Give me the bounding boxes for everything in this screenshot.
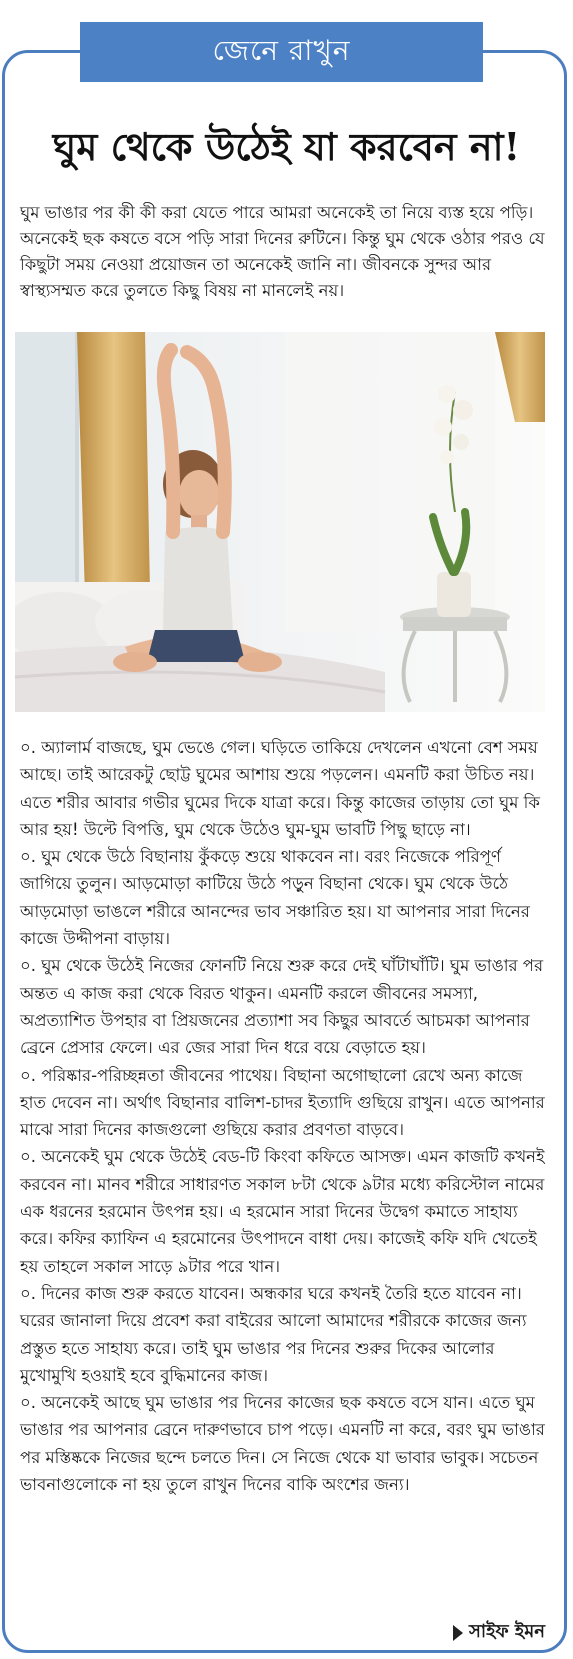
tip-paragraph: ০. ঘুম থেকে উঠে বিছানায় কুঁকড়ে শুয়ে থাকবেন না। বরং নিজেকে পরিপূর্ণ জাগিয়ে তুলুন। আড়মোড়া কাটিয়ে উঠে পড়ুন বিছানা থেকে। ঘুম থেকে উঠে আড়মোড়া ভাঙলে শরীরে আনন্দের ভাব সঞ্চারিত হয়। যা আপনার সারা দিনের কাজে উদ্দীপনা বাড়ায়।: [20, 847, 530, 949]
article-body: [20, 734, 550, 1498]
triangle-bullet-icon: [453, 1625, 463, 1641]
tip-paragraph: ০. ঘুম থেকে উঠেই নিজের ফোনটি নিয়ে শুরু করে দেই ঘাঁটাঘাঁটি। ঘুম ভাঙার পর অন্তত এ কাজ করা থেকে বিরত থাকুন। এমনটি করলে জীবনের সমস্যা, অপ্রত্যাশিত উপহার বা প্রিয়জনের প্রত্যাশা সব কিছুর আবর্তে আচমকা আপনার ব্রেনে প্রেসার ফেলে। এর জের সারা দিন ধরে বয়ে বেড়াতে হয়।: [20, 956, 544, 1058]
banner-label: জেনে রাখুন: [212, 33, 351, 67]
tip-paragraph: ০. অ্যালার্ম বাজছে, ঘুম ভেঙে গেল। ঘড়িতে তাকিয়ে দেখলেন এখনো বেশ সময় আছে। তাই আরেকটু ছোট্ট ঘুমের আশায় শুয়ে পড়লেন। এমনটি করা উচিত নয়। এতে শরীর আবার গভীর ঘুমের দিকে যাত্রা করে। কিন্তু কাজের তাড়ায় তো ঘুম কি আর হয়! উল্টে বিপত্তি, ঘুম থেকে উঠেও ঘুম-ঘুম ভাবটি পিছু ছাড়ে না।: [20, 738, 540, 839]
woman-stretching-image: [15, 332, 545, 712]
author-byline: [453, 1617, 545, 1648]
tip-paragraph: ০. দিনের কাজ শুরু করতে যাবেন। অন্ধকার ঘরে কখনই তৈরি হতে যাবেন না। ঘরের জানালা দিয়ে প্রবেশ করা বাইরের আলো আমাদের শরীরকে কাজের জন্য প্রস্তুত হতে সাহায্য করে। তাই ঘুম ভাঙার পর দিনের শুরুর দিকের আলোর মুখোমুখি হওয়াই হবে বুদ্ধিমানের কাজ।: [20, 1283, 527, 1385]
tip-paragraph: ০. অনেকেই আছে ঘুম ভাঙার পর দিনের কাজের ছক কষতে বসে যান। এতে ঘুম ভাঙার পর আপনার ব্রেনে দারুণভাবে চাপ পড়ে। এমনটি না করে, বরং ঘুম ভাঙার পর মস্তিষ্ককে নিজের ছন্দে চলতে দিন। সে নিজে থেকে যা ভাবার ভাবুক। সচেতন ভাবনাগুলোকে না হয় তুলে রাখুন দিনের বাকি অংশের জন্য।: [20, 1393, 545, 1495]
section-banner: [80, 22, 483, 82]
author-name: সাইফ ইমন: [469, 1621, 545, 1642]
article-headline: ঘুম থেকে উঠেই যা করবেন না!: [52, 124, 521, 169]
article-photo: [15, 332, 545, 712]
tip-paragraph: ০. অনেকেই ঘুম থেকে উঠেই বেড-টি কিংবা কফিতে আসক্ত। এমন কাজটি কখনই করবেন না। মানব শরীরে সাধারণত সকাল ৮টা থেকে ৯টার মধ্যে করিস্টোল নামের এক ধরনের হরমোন উৎপন্ন হয়। এ হরমোন সারা দিনের উদ্বেগ কমাতে সাহায্য করে। কফির ক্যাফিন এ হরমোনের উৎপাদনে বাধা দেয়। কাজেই কফি যদি খেতেই হয় তাহলে সকাল সাড়ে ৯টার পরে খান।: [20, 1147, 545, 1276]
article-intro: ঘুম ভাঙার পর কী কী করা যেতে পারে আমরা অনেকেই তা নিয়ে ব্যস্ত হয়ে পড়ি। অনেকেই ছক কষতে বসে পড়ি সারা দিনের রুটিনে। কিন্তু ঘুম থেকে ওঠার পরও যে কিছুটা সময় নেওয়া প্রয়োজন তা অনেকেই জানি না। জীবনকে সুন্দর আর স্বাস্থ্যসম্মত করে তুলতে কিছু বিষয় না মানলেই নয়।: [20, 203, 545, 300]
tip-paragraph: ০. পরিষ্কার-পরিচ্ছন্নতা জীবনের পাথেয়। বিছানা অগোছালো রেখে অন্য কাজে হাত দেবেন না। অর্থাৎ বিছানার বালিশ-চাদর ইত্যাদি গুছিয়ে রাখুন। এতে আপনার মাঝে সারা দিনের কাজগুলো গুছিয়ে করার প্রবণতা বাড়বে।: [20, 1065, 545, 1140]
